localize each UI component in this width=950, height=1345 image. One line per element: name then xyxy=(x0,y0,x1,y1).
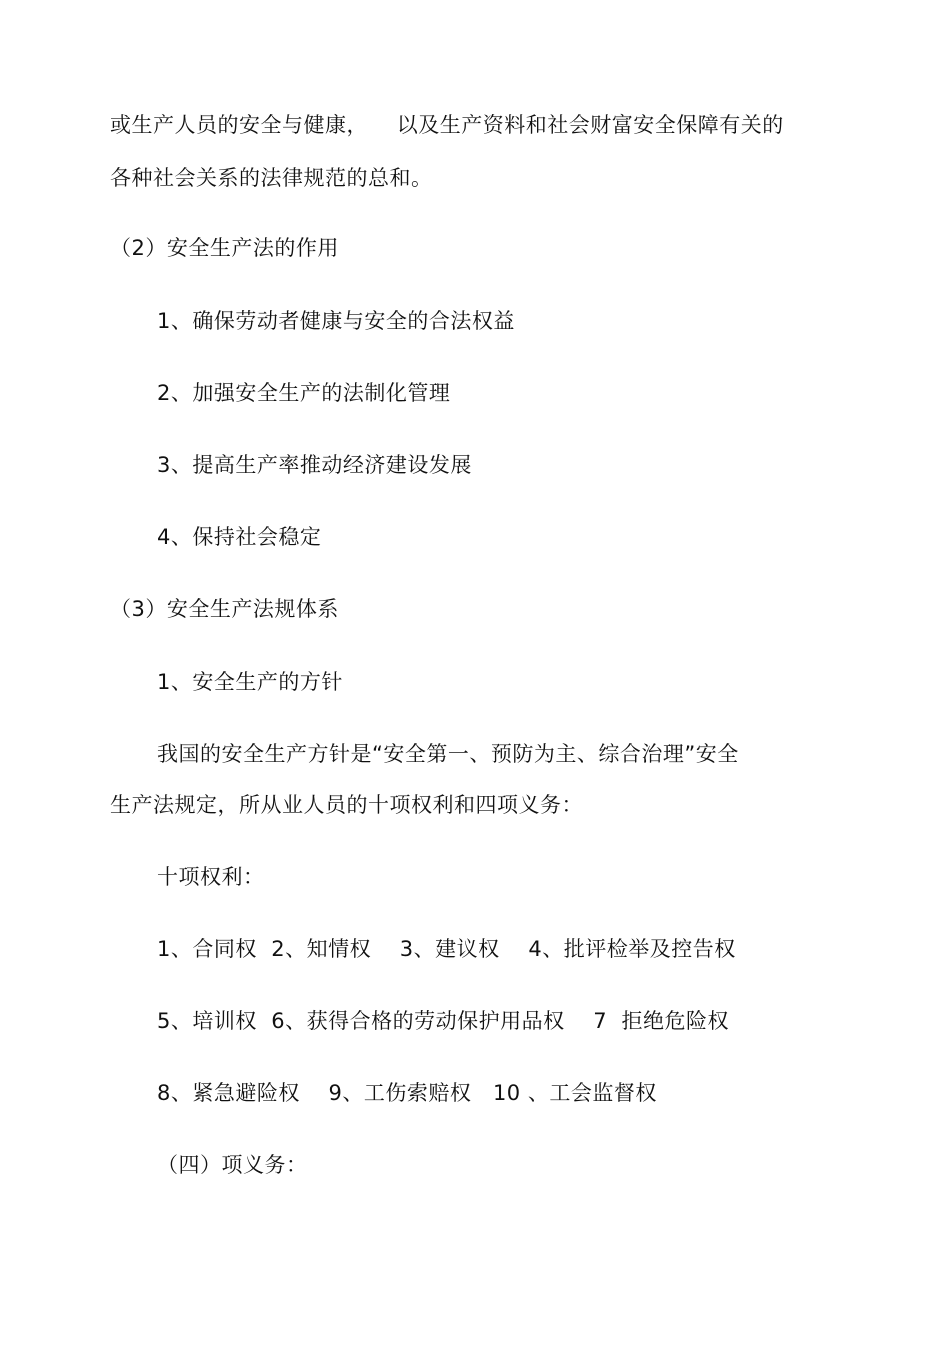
subheading: 十项权利： xyxy=(157,865,265,889)
body-text-line: 各种社会关系的法律规范的总和。 xyxy=(110,166,433,190)
rights-list-line: 8、紧急避险权 9、工伤索赔权 10 、工会监督权 xyxy=(157,1081,657,1105)
list-item: 2、加强安全生产的法制化管理 xyxy=(157,381,451,405)
paragraph-line: 我国的安全生产方针是“安全第一、预防为主、综合治理”安全 xyxy=(157,742,739,766)
rights-list-line: 5、培训权 6、获得合格的劳动保护用品权 7 拒绝危险权 xyxy=(157,1009,729,1033)
subheading: （四）项义务： xyxy=(157,1153,308,1177)
list-item: 1、安全生产的方针 xyxy=(157,670,343,694)
section-heading: （3）安全生产法规体系 xyxy=(110,597,339,621)
list-item: 3、提高生产率推动经济建设发展 xyxy=(157,453,472,477)
paragraph-line: 生产法规定，所从业人员的十项权利和四项义务： xyxy=(110,793,583,817)
body-text-line: 或生产人员的安全与健康， 以及生产资料和社会财富安全保障有关的 xyxy=(110,113,784,137)
list-item: 1、确保劳动者健康与安全的合法权益 xyxy=(157,309,515,333)
list-item: 4、保持社会稳定 xyxy=(157,525,322,549)
section-heading: （2）安全生产法的作用 xyxy=(110,236,339,260)
rights-list-line: 1、合同权 2、知情权 3、建议权 4、批评检举及控告权 xyxy=(157,937,736,961)
